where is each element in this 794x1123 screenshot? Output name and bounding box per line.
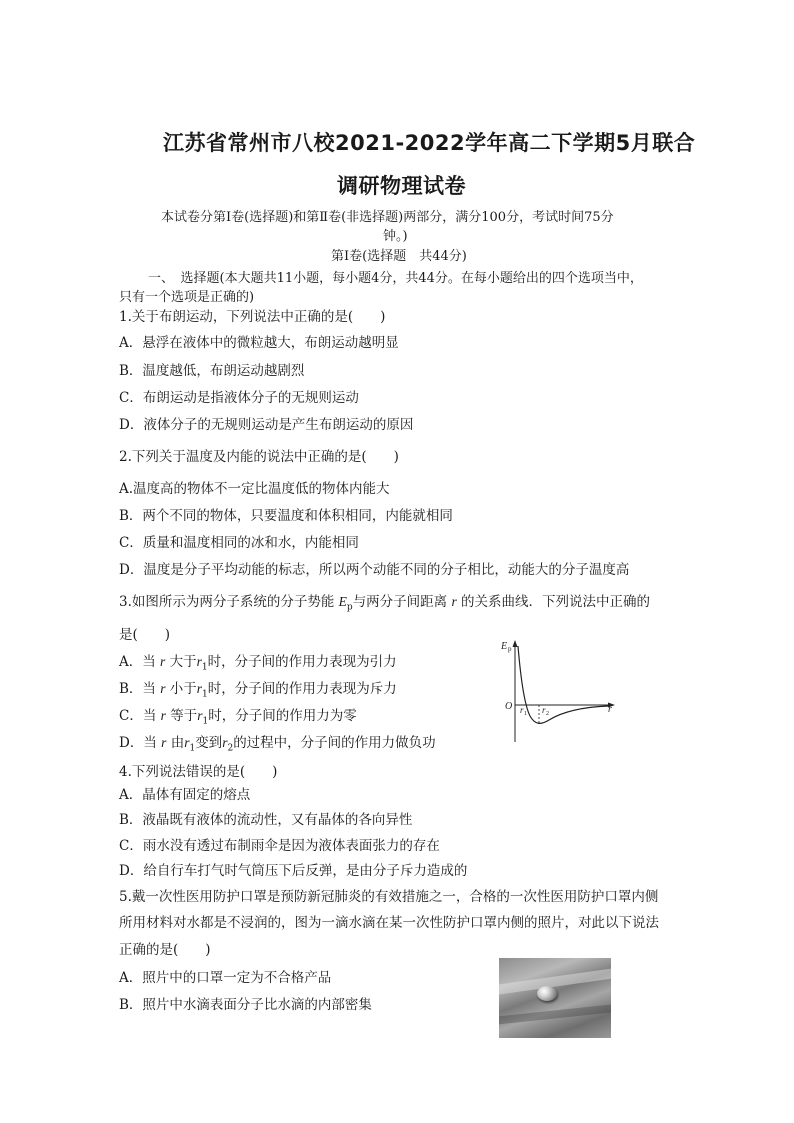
question-3-option-c: C．当 r 等于$r_1$时，分子间的作用力为零 xyxy=(119,708,357,727)
question-5-option-a: A．照片中的口罩一定为不合格产品 xyxy=(119,970,332,986)
r1-label: r xyxy=(520,705,524,715)
exam-note-line2: 钟。) xyxy=(383,229,408,244)
question-5-stem-line2: 所用材料对水都是不浸润的，图为一滴水滴在某一次性防护口罩内侧的照片，对此以下说法 xyxy=(119,915,659,931)
r2-label-sub: 2 xyxy=(546,711,549,717)
question-4-stem: 4.下列说法错误的是( ) xyxy=(119,764,278,780)
page-title: 江苏省常州市八校2021-2022学年高二下学期5月联合 xyxy=(163,131,696,155)
y-axis-arrow xyxy=(513,640,518,647)
section-instructions: 一、 选择题(本大题共11小题，每小题4分，共44分。在每小题给出的四个选项当中， xyxy=(148,271,643,286)
water-droplet xyxy=(537,986,557,1001)
question-4-option-b: B．液晶既有液体的流动性，又有晶体的各向异性 xyxy=(119,812,413,828)
y-axis-label: E xyxy=(501,641,508,652)
question-3-stem: 3.如图所示为两分子系统的分子势能 $E_p$与两分子间距离 r 的关系曲线．下列说法中正确的 xyxy=(119,594,651,613)
question-4-option-c: C．雨水没有透过布制雨伞是因为液体表面张力的存在 xyxy=(119,838,440,854)
question-4-option-a: A．晶体有固定的熔点 xyxy=(119,787,251,803)
question-5-option-b: B．照片中水滴表面分子比水滴的内部密集 xyxy=(119,997,372,1013)
question-1-option-d: D．液体分子的无规则运动是产生布朗运动的原因 xyxy=(119,417,414,433)
question-1-option-a: A．悬浮在液体中的微粒越大，布朗运动越明显 xyxy=(119,335,399,351)
mask-fold-shadow xyxy=(499,1003,611,1026)
origin-label: O xyxy=(505,701,513,712)
page-title-line2: 调研物理试卷 xyxy=(337,174,466,198)
question-2-option-b: B．两个不同的物体，只要温度和体积相同，内能就相同 xyxy=(119,508,453,524)
question-5-stem: 5.戴一次性医用防护口罩是预防新冠肺炎的有效措施之一，合格的一次性医用防护口罩内侧 xyxy=(119,889,659,905)
r1-label-sub: 1 xyxy=(524,711,527,717)
question-2-stem: 2.下列关于温度及内能的说法中正确的是( ) xyxy=(119,449,399,465)
question-2-option-c: C．质量和温度相同的冰和水，内能相同 xyxy=(119,535,359,551)
exam-note: 本试卷分第Ⅰ卷(选择题)和第Ⅱ卷(非选择题)两部分，满分100分，考试时间75分 xyxy=(161,210,614,225)
section-instructions-line2: 只有一个选项是正确的) xyxy=(119,290,255,305)
question-1-stem: 1.关于布朗运动，下列说法中正确的是( ) xyxy=(119,309,386,325)
question-1-option-b: B．温度越低，布朗运动越剧烈 xyxy=(119,363,305,379)
question-3-option-b: B．当 r 小于$r_1$时，分子间的作用力表现为斥力 xyxy=(119,681,397,700)
potential-energy-graph xyxy=(497,632,621,744)
question-3-option-d: D．当 r 由$r_1$变到$r_2$的过程中，分子间的作用力做负功 xyxy=(119,735,436,754)
question-1-option-c: C．布朗运动是指液体分子的无规则运动 xyxy=(119,390,359,406)
question-4-option-d: D．给自行车打气时气筒压下后反弹，是由分子斥力造成的 xyxy=(119,863,468,879)
part1-heading: 第Ⅰ卷(选择题 共44分) xyxy=(331,249,467,264)
question-2-option-a: A.温度高的物体不一定比温度低的物体内能大 xyxy=(119,481,390,497)
potential-curve xyxy=(518,646,609,723)
x-axis-label: r xyxy=(608,704,612,715)
y-axis-label-sub: p xyxy=(508,645,512,653)
question-3-option-a: A．当 r 大于$r_1$时，分子间的作用力表现为引力 xyxy=(119,654,397,673)
r2-label: r xyxy=(542,705,546,715)
question-5-stem-line3: 正确的是( ) xyxy=(119,942,211,958)
question-2-option-d: D．温度是分子平均动能的标志，所以两个动能不同的分子相比，动能大的分子温度高 xyxy=(119,562,630,578)
water-droplet-photo xyxy=(499,958,611,1038)
question-3-stem-line2: 是( ) xyxy=(119,627,171,643)
